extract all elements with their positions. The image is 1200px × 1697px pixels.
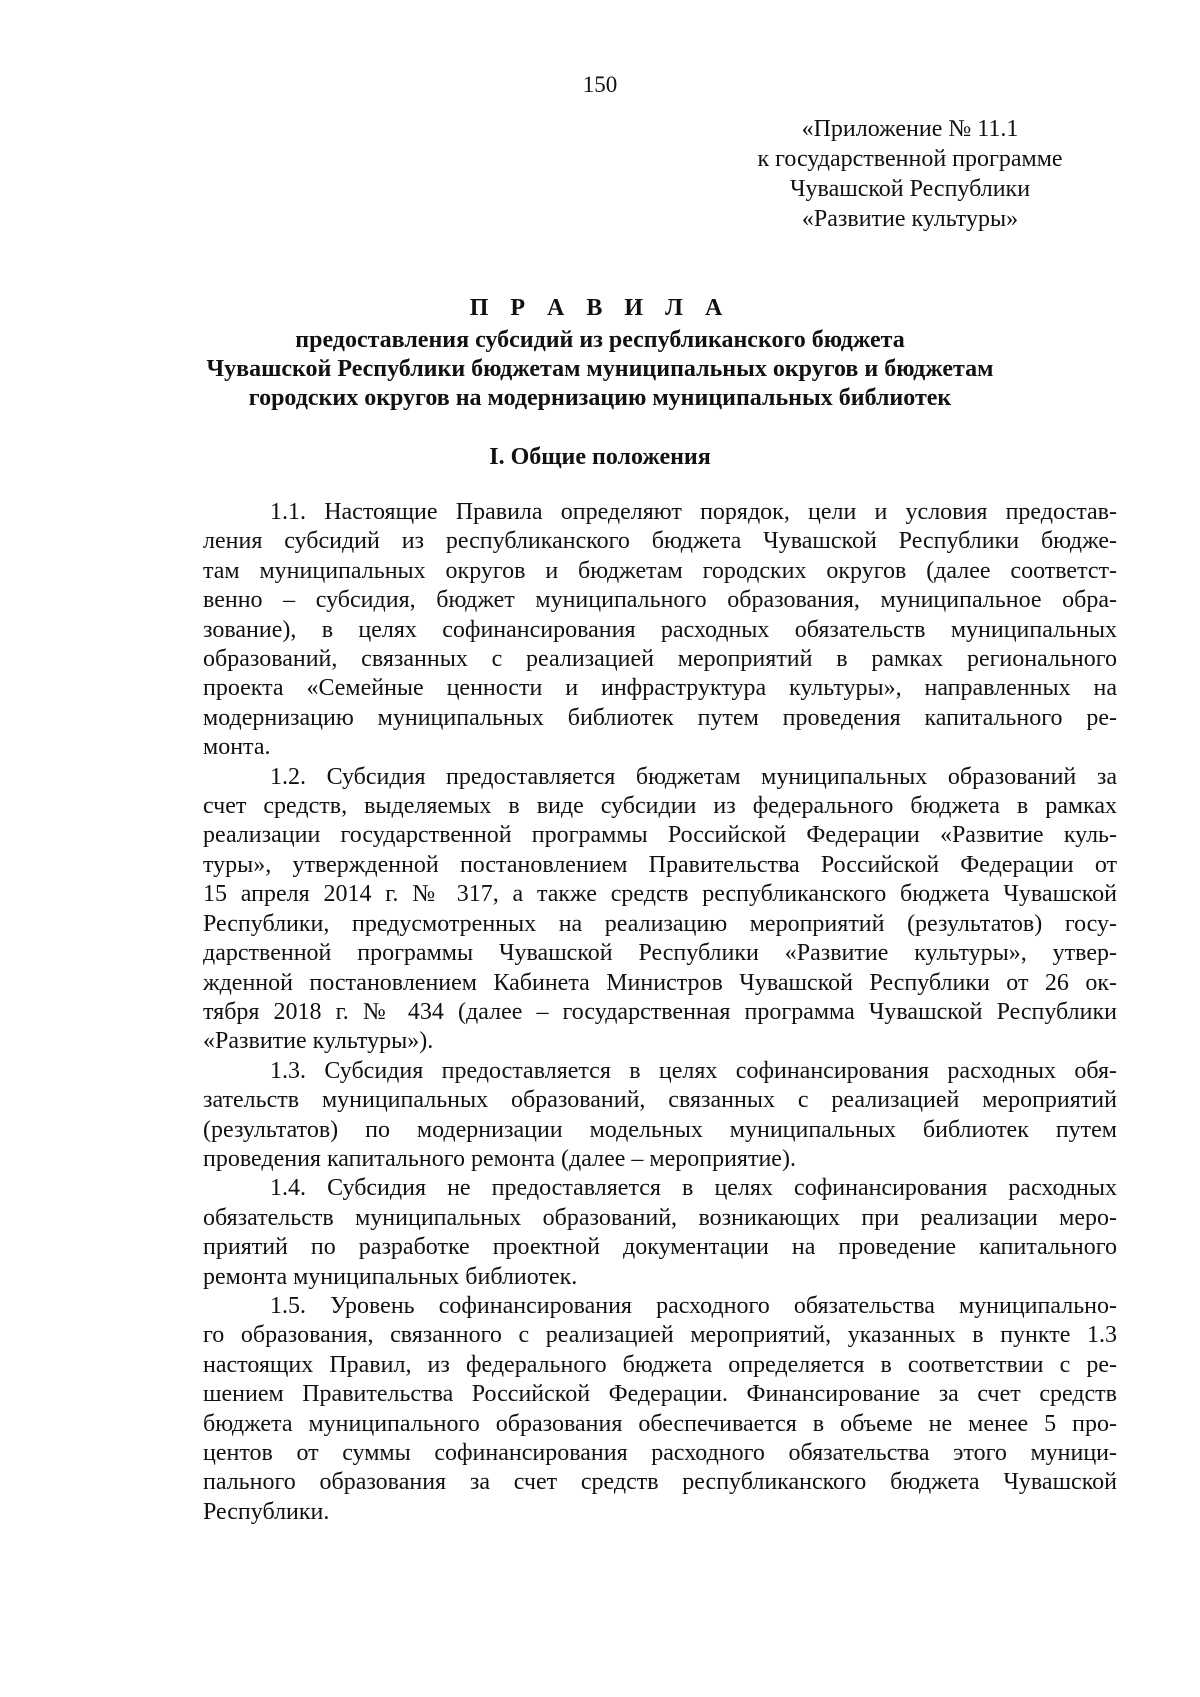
paragraph-line: бюджета муниципального образования обеспечивается в объеме не менее 5 про- — [203, 1410, 1117, 1437]
section-heading: I. Общие положения — [489, 444, 711, 470]
paragraph-line: 15 апреля 2014 г. № 317, а также средств республиканского бюджета Чувашской — [203, 881, 1117, 908]
paragraph-1-3 — [203, 1057, 1117, 1175]
paragraph-line: 1.5. Уровень софинансирования расходного обязательства муниципально- — [270, 1292, 1117, 1319]
paragraph-line: ления субсидий из республиканского бюджета Чувашской Республики бюдже- — [203, 528, 1117, 555]
paragraph-line: счет средств, выделяемых в виде субсидии из федерального бюджета в рамках — [203, 793, 1117, 820]
paragraph-line: модернизацию муниципальных библиотек путем проведения капитального ре- — [203, 704, 1117, 731]
paragraph-line: шением Правительства Российской Федерации. Финансирование за счет средств — [203, 1381, 1117, 1408]
paragraph-1-1 — [203, 498, 1117, 763]
paragraph-line: туры», утвержденной постановлением Правительства Российской Федерации от — [203, 851, 1117, 878]
paragraph-line: зательств муниципальных образований, связанных с реализацией мероприятий — [203, 1087, 1117, 1114]
paragraph-line: центов от суммы софинансирования расходного обязательства этого муници- — [203, 1440, 1117, 1466]
annex-line: к государственной программе — [757, 146, 1063, 172]
paragraph-line: дарственной программы Чувашской Республики «Развитие культуры», утвер- — [203, 940, 1117, 967]
subtitle-line: предоставления субсидий из республиканского бюджета — [295, 327, 905, 353]
paragraph-line: 1.1. Настоящие Правила определяют порядок, цели и условия предостав- — [270, 499, 1117, 525]
paragraph-line: 1.3. Субсидия предоставляется в целях софинансирования расходных обя- — [270, 1057, 1117, 1084]
paragraph-line: зование), в целях софинансирования расходных обязательств муниципальных — [203, 616, 1117, 643]
annex-line: «Приложение № 11.1 — [801, 116, 1019, 142]
document-subtitle — [150, 326, 1050, 413]
paragraph-line: проведения капитального ремонта (далее – мероприятие). — [203, 1145, 796, 1172]
paragraph-line: ремонта муниципальных библиотек. — [203, 1263, 578, 1290]
paragraph-line: образований, связанных с реализацией мероприятий в рамках регионального — [203, 646, 1117, 673]
paragraph-line: Республики. — [203, 1498, 330, 1525]
body-text — [203, 498, 1117, 1527]
paragraph-line: тября 2018 г. № 434 (далее – государственная программа Чувашской Республики — [203, 998, 1117, 1025]
annex-line: Чувашской Республики — [789, 176, 1031, 202]
paragraph-line: жденной постановлением Кабинета Министров Чувашской Республики от 26 ок- — [203, 969, 1117, 996]
paragraph-line: венно – субсидия, бюджет муниципального образования, муниципальное обра- — [203, 587, 1117, 614]
subtitle-line: Чувашской Республики бюджетам муниципальных округов и бюджетам — [206, 356, 994, 382]
paragraph-line: обязательств муниципальных образований, возникающих при реализации меро- — [203, 1204, 1117, 1231]
paragraph-line: проекта «Семейные ценности и инфраструктура культуры», направленных на — [203, 675, 1117, 702]
paragraph-1-4 — [203, 1174, 1117, 1292]
paragraph-line: «Развитие культуры»). — [203, 1028, 434, 1055]
paragraph-line: там муниципальных округов и бюджетам городских округов (далее соответст- — [203, 557, 1117, 584]
document-title: П Р А В И Л А — [469, 295, 731, 321]
paragraph-line: пального образования за счет средств республиканского бюджета Чувашской — [203, 1469, 1117, 1496]
paragraph-line: го образования, связанного с реализацией мероприятий, указанных в пункте 1.3 — [203, 1322, 1117, 1349]
paragraph-line: (результатов) по модернизации модельных муниципальных библиотек путем — [203, 1116, 1117, 1143]
paragraph-1-5 — [203, 1292, 1117, 1527]
paragraph-line: монта. — [203, 734, 271, 761]
page-number: 150 — [582, 72, 618, 97]
annex-line: «Развитие культуры» — [801, 206, 1019, 232]
paragraph-1-2 — [203, 763, 1117, 1057]
paragraph-line: реализации государственной программы Российской Федерации «Развитие куль- — [203, 822, 1117, 849]
paragraph-line: приятий по разработке проектной документации на проведение капитального — [203, 1234, 1117, 1261]
annex-header — [700, 114, 1120, 234]
paragraph-line: 1.4. Субсидия не предоставляется в целях софинансирования расходных — [270, 1175, 1117, 1202]
subtitle-line: городских округов на модернизацию муниципальных библиотек — [248, 385, 952, 411]
paragraph-line: настоящих Правил, из федерального бюджета определяется в соответствии с ре- — [203, 1351, 1117, 1378]
paragraph-line: Республики, предусмотренных на реализацию мероприятий (результатов) госу- — [203, 910, 1117, 937]
paragraph-line: 1.2. Субсидия предоставляется бюджетам муниципальных образований за — [270, 763, 1117, 790]
